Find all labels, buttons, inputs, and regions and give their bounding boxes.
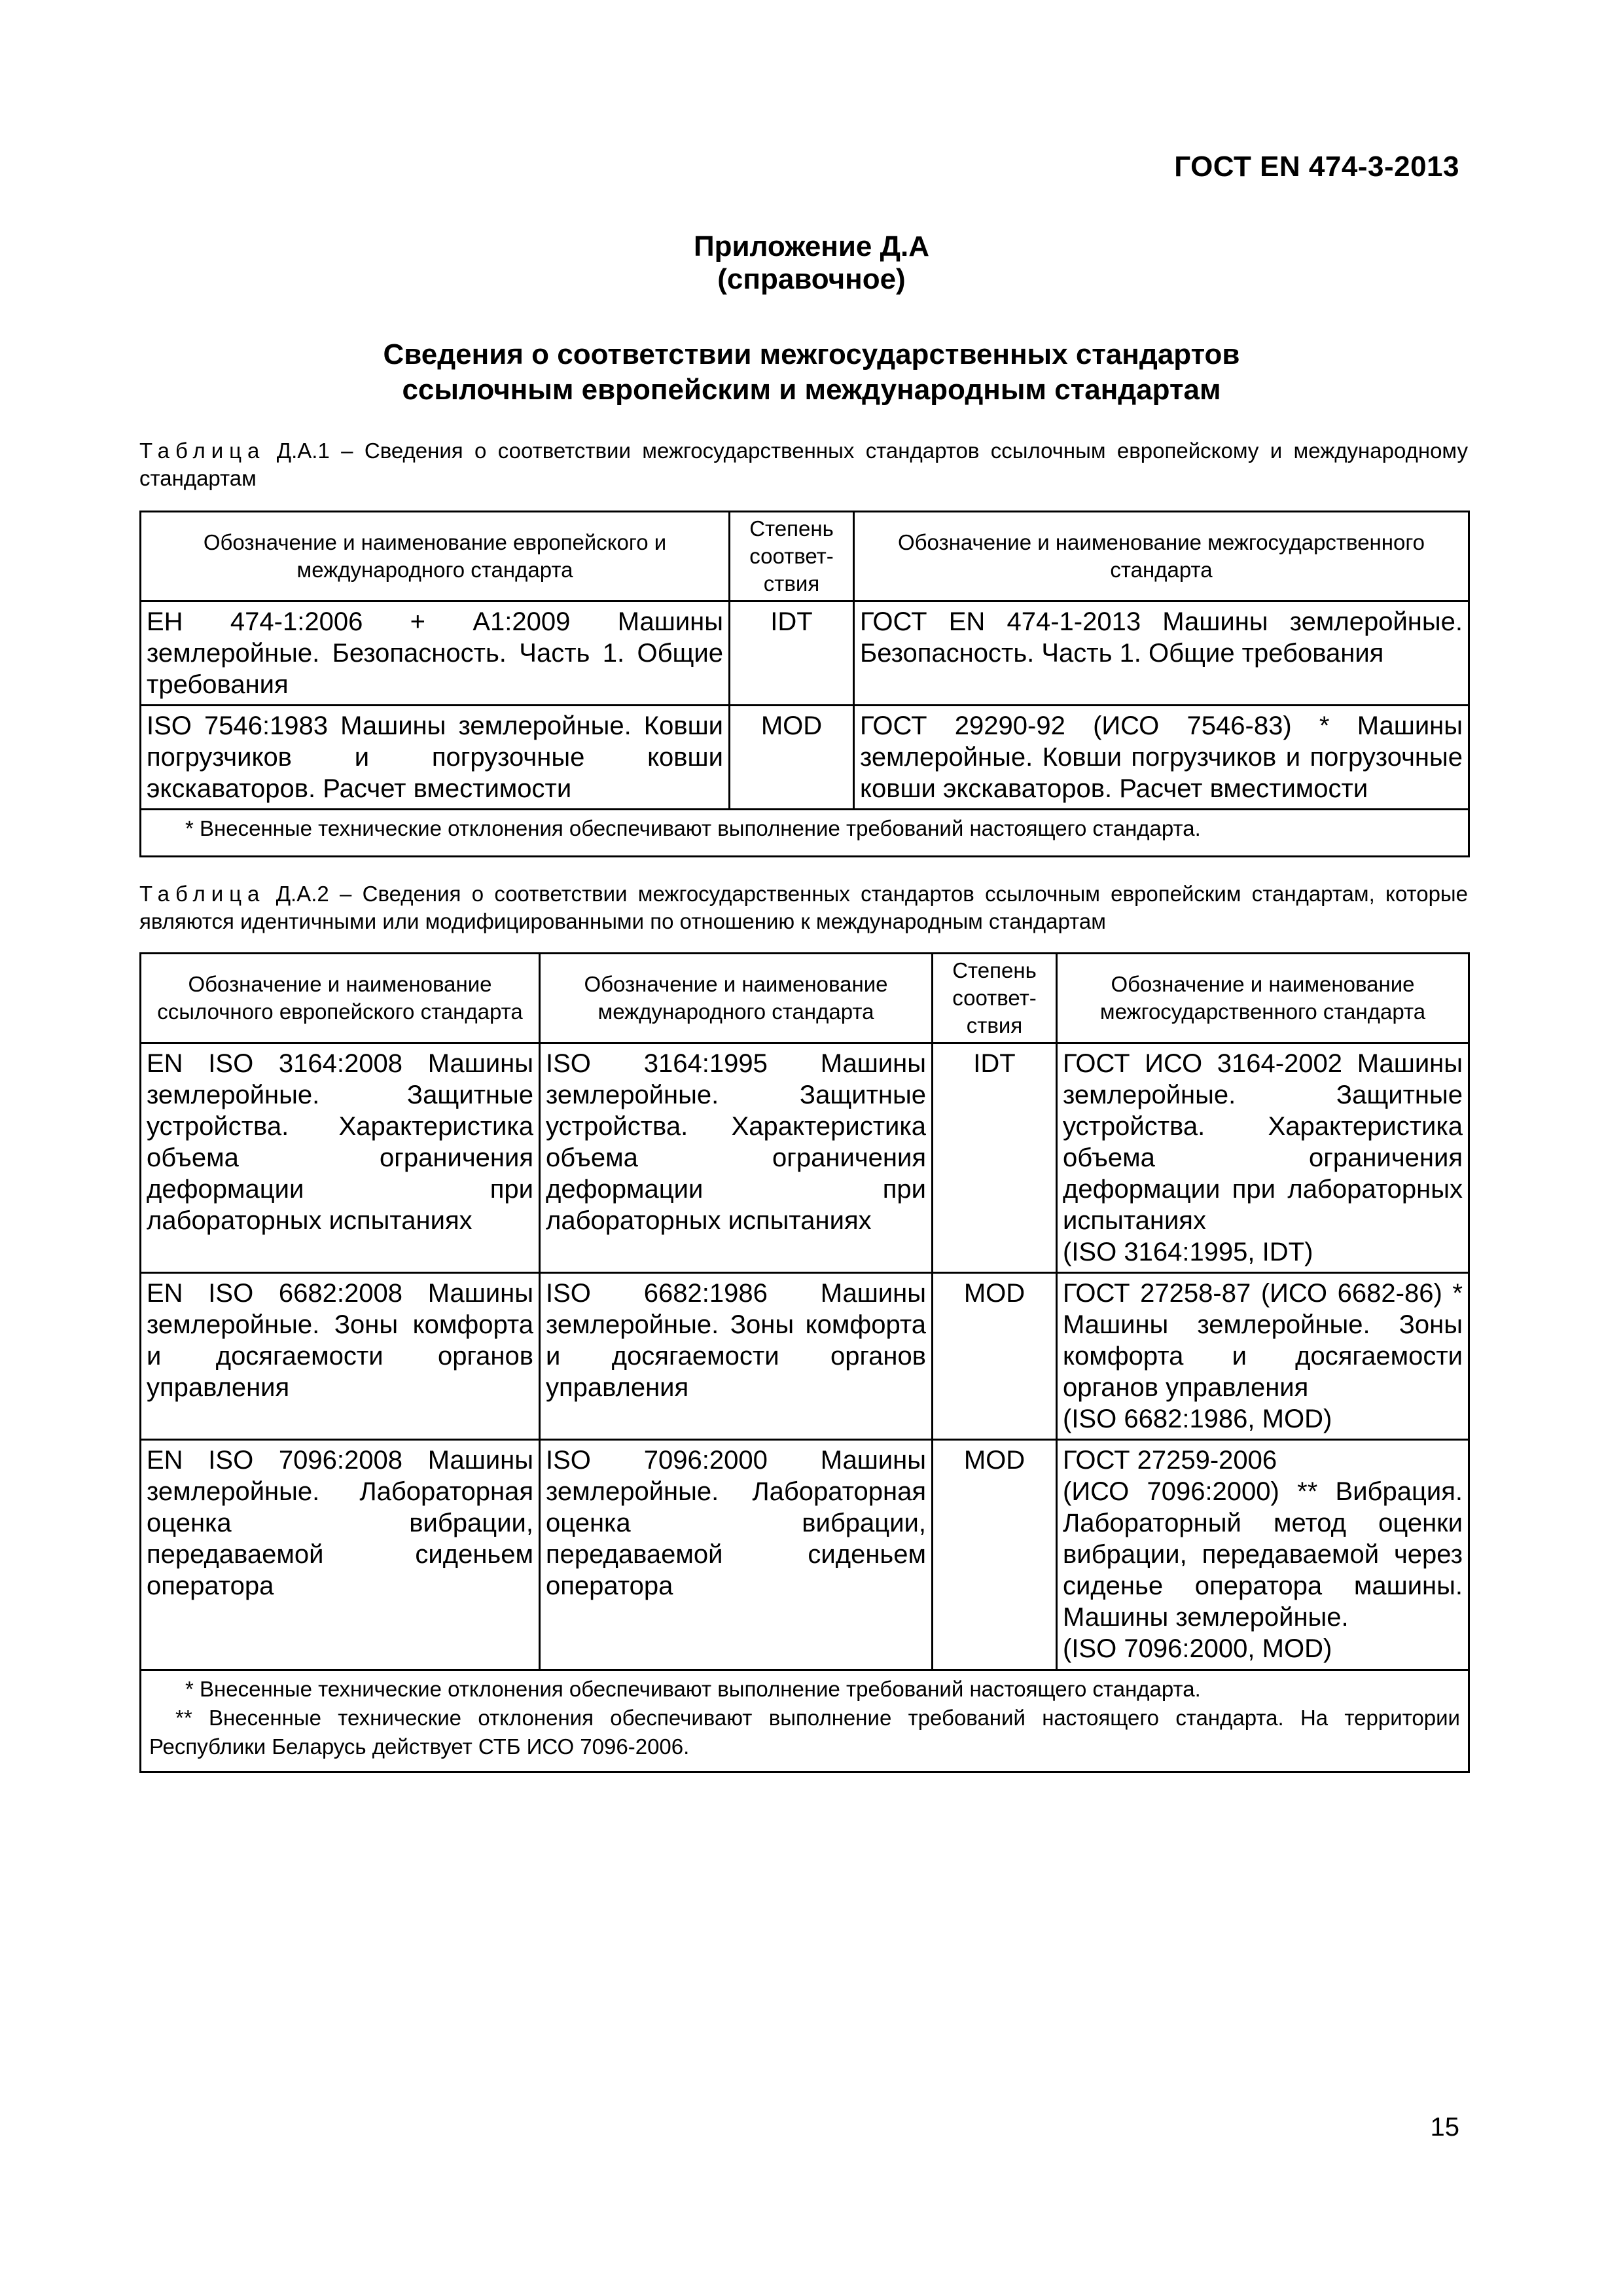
table1 — [139, 511, 1470, 857]
table2-note2: ** Внесенные технические отклонения обеспечивают выполнение требований настоящего стандарта. На территории Республики Беларусь действует СТБ ИСО 7096-2006. — [149, 1706, 1460, 1759]
table2-row1-gost: ГОСТ ИСО 3164-2002 Машины землеройные. Защитные устройства. Характеристика объема ограничения деформации при лабораторных испытаниях — [1063, 1049, 1463, 1235]
table1-header-gost: Обозначение и наименование межгосударственного стандарта — [854, 512, 1469, 601]
table2-row3-gost-cell — [1057, 1440, 1469, 1670]
table1-row2-gost: ГОСТ 29290-92 (ИСО 7546-83) * Машины землеройные. Ковши погрузчиков и погрузочные ковши экскаваторов. Расчет вместимости — [854, 706, 1469, 810]
table2-row1-gost-extra: (ISO 3164:1995, IDT) — [1063, 1238, 1313, 1266]
section-title-line1: Сведения о соответствии межгосударственных стандартов — [383, 338, 1240, 370]
table2-header-row — [141, 954, 1469, 1043]
table2-row3-degree: MOD — [933, 1440, 1057, 1670]
table2-row3-gost-more: (ИСО 7096:2000) ** Вибрация. Лабораторный метод оценки вибрации, передаваемой через сиденье оператора машины. Машины землеройные. — [1063, 1477, 1463, 1632]
table1-header-row — [141, 512, 1469, 601]
table2-row3-eu: EN ISO 7096:2008 Машины землеройные. Лабораторная оценка вибрации, передаваемой сиденьем оператора — [141, 1440, 540, 1670]
annex-title-block — [0, 230, 1623, 296]
table2-row2-gost: ГОСТ 27258-87 (ИСО 6682-86) * Машины землеройные. Зоны комфорта и досягаемости органов управления — [1063, 1279, 1463, 1402]
table1-caption — [139, 437, 1468, 492]
table1-row1-degree: IDT — [730, 601, 854, 706]
annex-title: Приложение Д.А — [694, 230, 929, 262]
table2-row1-iso: ISO 3164:1995 Машины землеройные. Защитные устройства. Характеристика объема ограничения деформации при лабораторных испытаниях — [540, 1043, 933, 1273]
table-row — [141, 1043, 1469, 1273]
table1-row2-ref: ISO 7546:1983 Машины землеройные. Ковши погрузчиков и погрузочные ковши экскаваторов. Расчет вместимости — [141, 706, 730, 810]
table2-row2-degree: MOD — [933, 1273, 1057, 1440]
table1-header-degree: Степень соответ-ствия — [730, 512, 854, 601]
table1-row1-gost: ГОСТ EN 474-1-2013 Машины землеройные. Безопасность. Часть 1. Общие требования — [854, 601, 1469, 706]
table2-row3-gost-extra: (ISO 7096:2000, MOD) — [1063, 1634, 1332, 1663]
table2-row1-gost-cell — [1057, 1043, 1469, 1273]
table2-caption-text: Д.А.2 – Сведения о соответствии межгосударственных стандартов ссылочным европейским стандартам, которые являются идентичными или модифицированными по отношению к международным стандартам — [139, 882, 1468, 933]
table2-header-gost: Обозначение и наименование межгосударственного стандарта — [1057, 954, 1469, 1043]
table-row — [141, 706, 1469, 810]
table2-row1-degree: IDT — [933, 1043, 1057, 1273]
table-row — [141, 1273, 1469, 1440]
table1-caption-text: Д.А.1 – Сведения о соответствии межгосударственных стандартов ссылочным европейскому и международному стандартам — [139, 439, 1468, 490]
table2-row2-gost-cell — [1057, 1273, 1469, 1440]
table1-caption-label: Таблица — [139, 439, 266, 463]
table2-row2-eu: EN ISO 6682:2008 Машины землеройные. Зоны комфорта и досягаемости органов управления — [141, 1273, 540, 1440]
table2-header-iso: Обозначение и наименование международного стандарта — [540, 954, 933, 1043]
table2 — [139, 952, 1470, 1773]
table2-caption-label: Таблица — [139, 882, 266, 906]
table1-row2-degree: MOD — [730, 706, 854, 810]
table-row — [141, 1440, 1469, 1670]
table2-header-degree: Степень соответ-ствия — [933, 954, 1057, 1043]
section-title-block — [0, 337, 1623, 408]
table2-note1: * Внесенные технические отклонения обеспечивают выполнение требований настоящего стандарта. — [185, 1677, 1201, 1701]
table1-note-row — [141, 810, 1469, 857]
table1-header-ref: Обозначение и наименование европейского и международного стандарта — [141, 512, 730, 601]
annex-subtitle: (справочное) — [717, 263, 906, 295]
document-header: ГОСТ EN 474-3-2013 — [1174, 151, 1459, 183]
table2-caption — [139, 880, 1468, 935]
table-row — [141, 601, 1469, 706]
table2-header-eu: Обозначение и наименование ссылочного европейского стандарта — [141, 954, 540, 1043]
table2-note-row — [141, 1670, 1469, 1772]
section-title-line2: ссылочным европейским и международным стандартам — [402, 374, 1221, 406]
table2-row3-iso: ISO 7096:2000 Машины землеройные. Лабораторная оценка вибрации, передаваемой сиденьем оператора — [540, 1440, 933, 1670]
table2-row2-iso: ISO 6682:1986 Машины землеройные. Зоны комфорта и досягаемости органов управления — [540, 1273, 933, 1440]
table1-row1-ref: ЕН 474-1:2006 + A1:2009 Машины землеройные. Безопасность. Часть 1. Общие требования — [141, 601, 730, 706]
table2-row3-gost: ГОСТ 27259-2006 — [1063, 1446, 1277, 1475]
table1-note: * Внесенные технические отклонения обеспечивают выполнение требований настоящего стандарта. — [185, 816, 1201, 840]
table2-row2-gost-extra: (ISO 6682:1986, MOD) — [1063, 1405, 1332, 1433]
table2-row1-eu: EN ISO 3164:2008 Машины землеройные. Защитные устройства. Характеристика объема ограничения деформации при лабораторных испытаниях — [141, 1043, 540, 1273]
page-number: 15 — [1430, 2113, 1459, 2142]
